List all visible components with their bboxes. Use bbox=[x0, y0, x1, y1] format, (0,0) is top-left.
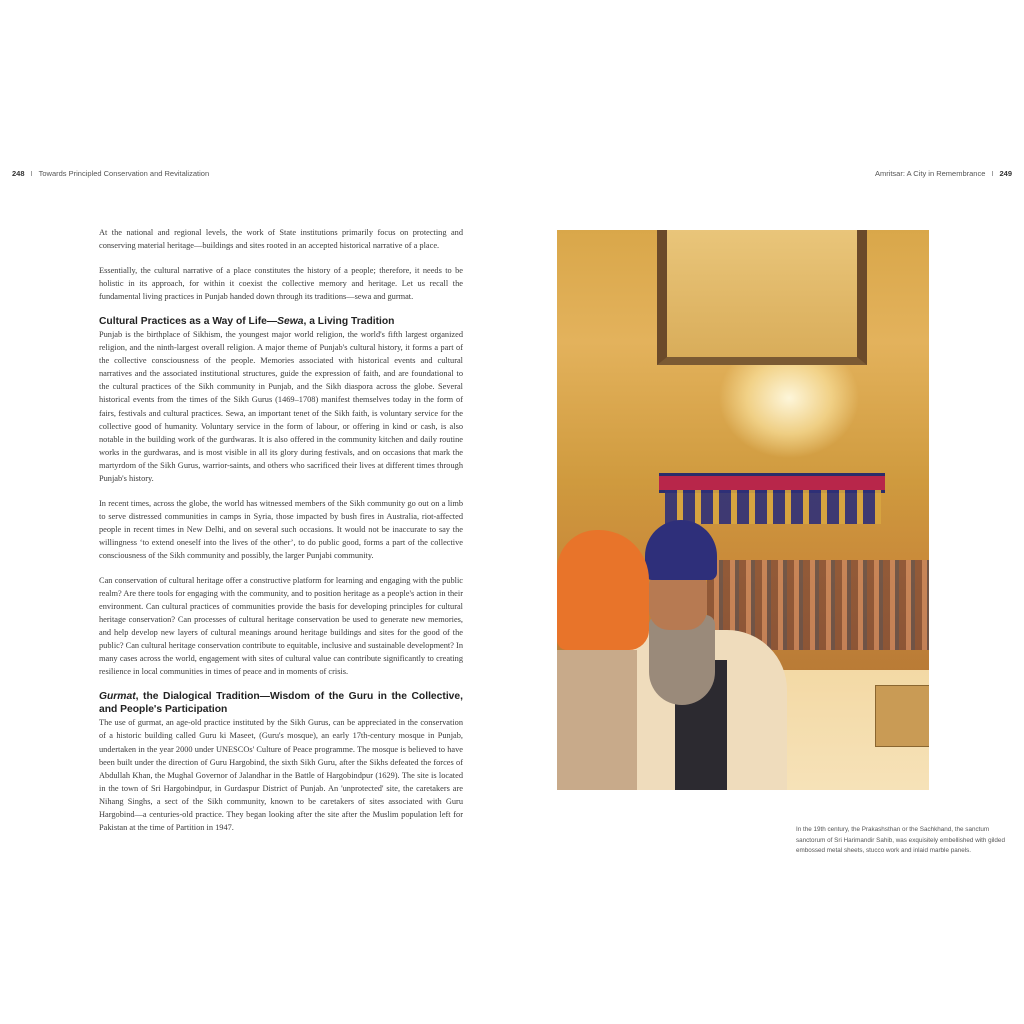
running-head-title-right: Amritsar: A City in Remembrance bbox=[874, 169, 986, 178]
heading-italic: Gurmat bbox=[99, 691, 136, 703]
paragraph: In recent times, across the globe, the world has witnessed members of the Sikh community go out on a limb to serve distressed communities in camps in Syria, those impacted by bush fires in Australia, riot-affected people in recent times in New Delhi, and on several such occasions. It would not be inaccurate to say the willingness ‘to extend oneself into the lives of the other’, to do public good, forms a part of the collective consciousness of the Sikh community and possibly, the larger Punjabi community. bbox=[99, 498, 463, 560]
paragraph: The use of gurmat, an age-old practice instituted by the Sikh Gurus, can be appreciated in the conservation of a historic building called Guru ki Maseet, (Guru's mosque), an early 17th-century mosque in Punjab, undertaken in the year 2000 under UNESCOs' Culture of Peace programme. The mosque is believed to have been built under the direction of Guru Hargobind, the sixth Sikh Guru, after the Sikhs defeated the forces of Abdullah Khan, the Mughal Governor of Jalandhar in the Battle of Hargobindpur (1629). The site is located in the town of Sri Hargobindpur, in Gurdaspur District of Punjab. An 'unprotected' site, the caretakers are Nihang Singhs, a sect of the Sikh community, known to be caretakers of sites associated with Guru Hargobind—a centuries-old practice. They began looking after the site after the Muslim population left for Pakistan at the time of Partition in 1947. bbox=[99, 718, 463, 832]
heading-text: Cultural Practices as a Way of Life— bbox=[99, 316, 278, 328]
face bbox=[649, 575, 707, 630]
separator: I bbox=[30, 169, 33, 178]
running-head-title-left: Towards Principled Conservation and Revitalization bbox=[38, 169, 210, 178]
paragraph: Punjab is the birthplace of Sikhism, the youngest major world religion, the world's fifth largest organized religion, and the ninth-largest overall religion. A major theme of Punjab's cultural history, it forms a part of the collective consciousness of the people. Memories associated with historical events and cultural narratives and the associated institutional structures, guide the expression of faith, and are foundational to the cultural practices of the Sikh community in Punjab, and the Sikh diaspora across the globe. Several historical events from the times of the Sikh Gurus (1469–1708) manifest themselves today in the form of fairs, festivals and cultural practices. Sewa, an important tenet of the Sikh faith, is voluntary service for the collective good of humanity. Voluntary service in the form of labour, or offering in kind or cash, is also notable in the building work of the gurdwaras. It is also offered in the community kitchen and daily routine works in the gurdwaras, and is most visible in all its glory during festivals, and on occasions that mark the martyrdom of the Sikh Gurus, warrior-saints, and others who sacrificed their lives at different times through Punjab's history. bbox=[99, 330, 463, 483]
page-number-right: 249 bbox=[999, 169, 1012, 178]
heading-text: , the Dialogical Tradition—Wisdom of the Guru in the Collective, and People's Participation bbox=[99, 691, 463, 716]
canopy-tassels bbox=[665, 490, 881, 524]
paragraph: Can conservation of cultural heritage offer a constructive platform for learning and engaging with the public realm? Are there tools for engaging with the community, and to position heritage as a people's action in their environment. Can cultural practices of communities provide the basis for developing principles for cultural heritage conservation? Can processes of cultural heritage conservation be used to generate new memories, and help develop new layers of cultural meanings around heritage buildings and sites for the good of the public? Can cultural heritage conservation contribute to equitable, inclusive and sustainable development? In many cases across the world, engagement with sites of cultural value can contribute significantly to creating resilience in local communities in times of peace and in moments of crisis. bbox=[99, 576, 463, 677]
body-text-column bbox=[99, 226, 463, 846]
section-heading-gurmat bbox=[99, 690, 463, 716]
orange-turban bbox=[557, 530, 649, 650]
blue-turban bbox=[645, 520, 717, 580]
separator: I bbox=[991, 169, 994, 178]
heading-text: , a Living Tradition bbox=[303, 316, 395, 328]
section-heading-sewa bbox=[99, 315, 463, 328]
running-head-right bbox=[875, 169, 1012, 178]
heading-italic: Sewa bbox=[277, 316, 304, 328]
checked-coat bbox=[557, 650, 637, 790]
gilded-ceiling bbox=[657, 230, 867, 365]
page-number-left: 248 bbox=[12, 169, 25, 178]
paragraph: At the national and regional levels, the work of State institutions primarily focus on protecting and conserving material heritage—buildings and sites rooted in an accepted historical narrative of a place. bbox=[99, 228, 463, 251]
paragraph: Essentially, the cultural narrative of a place constitutes the history of a people; therefore, it needs to be holistic in its approach, for within it coexist the collective memory and heritage. Let us recall the fundamental living practices in Punjab handed down through its traditions—sewa and gurmat. bbox=[99, 266, 463, 302]
photo-harimandir-sahib-interior bbox=[557, 230, 929, 790]
running-head-left bbox=[12, 169, 209, 178]
offering-box bbox=[875, 685, 929, 747]
photo-caption: In the 19th century, the Prakashsthan or the Sachkhand, the sanctum sanctorum of Sri Harimandir Sahib, was exquisitely embellished with gilded embossed metal sheets, stucco work and inlaid marble panels. bbox=[796, 826, 1005, 854]
